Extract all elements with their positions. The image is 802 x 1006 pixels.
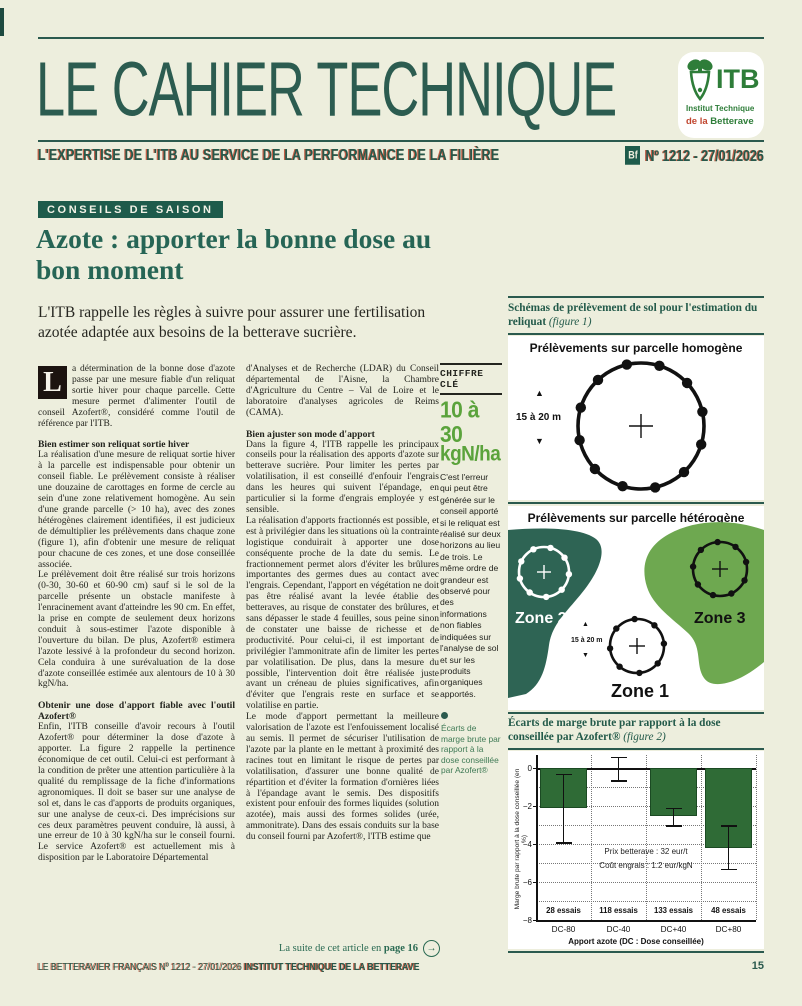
gridline-vertical: [646, 755, 647, 920]
sampling-point: [547, 545, 553, 551]
sampling-point: [622, 359, 632, 369]
error-cap-bottom: [666, 825, 682, 827]
heterogeneous-sampling-diagram: [508, 506, 764, 710]
paragraph-text: a détermination de la bonne dose d'azote passe par une mesure fiable d'un reliquat sortie hiver pour chaque parcelle. Cette mesure permet d'alimenter l'outil de conseil Azofert®, considéré comme l'outil de référence par l'ITB.: [38, 364, 235, 429]
sidebar-rule: [508, 333, 764, 335]
sampling-point: [741, 577, 747, 583]
zone1-label: Zone 1: [611, 681, 670, 701]
paragraph: [38, 364, 235, 429]
sampling-point: [530, 546, 536, 552]
error-cap-top: [556, 774, 572, 776]
arrow-right-icon: →: [423, 940, 440, 957]
x-axis: [536, 920, 756, 922]
y-tick-label: −2: [522, 802, 532, 811]
sampling-point: [561, 555, 567, 561]
error-cap-top: [611, 757, 627, 759]
sampling-point: [690, 563, 696, 569]
continuation-link[interactable]: [246, 940, 440, 957]
continuation-text: [279, 943, 418, 954]
chart-plot-area: [508, 751, 764, 934]
key-figure-value: 10 à 30: [440, 397, 479, 448]
gridline-vertical: [591, 755, 592, 920]
page-edge-mark: [0, 8, 4, 36]
error-cap-top: [666, 808, 682, 810]
gridline-vertical: [756, 755, 757, 920]
sampling-point: [593, 375, 603, 385]
bullet-dot-icon: [441, 712, 448, 719]
logo-line1: Institut Technique: [686, 104, 755, 113]
figure1-ref: (figure 1): [548, 315, 592, 328]
figure1-panel-homogeneous: [508, 336, 764, 500]
y-tick-label: −4: [522, 840, 532, 849]
distance-label: 15 à 20 m: [516, 412, 562, 423]
y-tick: [533, 844, 536, 845]
zone3-label: Zone 3: [694, 610, 746, 627]
error-bar: [618, 757, 620, 781]
chart-y-axis-label: Marge brute par rapport à la dose conseillée (en %): [514, 768, 528, 910]
page-number: 15: [751, 960, 764, 972]
y-axis: [536, 755, 538, 920]
footer-imprint: [38, 961, 420, 973]
logo-acronym: ITB: [716, 64, 760, 94]
body-column-2: [246, 364, 439, 843]
beet-icon: [680, 56, 720, 108]
sampling-point: [518, 558, 524, 564]
sampling-point: [631, 616, 637, 622]
error-cap-bottom: [611, 780, 627, 782]
sampling-point: [517, 575, 523, 581]
figure1-header-text: Schémas de prélèvement de sol pour l'estimation du reliquat: [508, 302, 758, 328]
sampling-point: [543, 594, 549, 600]
y-tick: [533, 920, 536, 921]
distance-label: 15 à 20 m: [571, 637, 603, 644]
sampling-point: [732, 544, 738, 550]
masthead-title: LE CAHIER TECHNIQUE: [36, 47, 617, 133]
paragraph: d'Analyses et de Recherche (LDAR) du Conseil départemental de l'Aisne, la Chambre d'Agriculture du Centre – Val de Loire et le laboratoire d'analyses agricoles de Reims (CAMA).: [246, 364, 439, 418]
paragraph: Le prélèvement doit être réalisé sur trois horizons (0-30, 30-60 et 60-90 cm) sauf si le sol de la parcelle présente un obstacle manifeste à l'enracinement avant d'atteindre les 90 cm. En effet, la prise en compte de seulement deux horizons conduit à sous-estimer l'azote disponible à l'ouverture du bilan. De plus, Azofert® estimera l'azote lessivé à la profondeur du second horizon. Cela conduira à une surévaluation de la dose d'azote conseillée estimée aux alentours de 10 à 30 kgN/ha.: [38, 570, 235, 690]
bf-badge: Bf: [625, 146, 640, 165]
figure2-sidenote: [441, 712, 501, 776]
figure1-panel-heterogeneous: [508, 506, 764, 710]
key-figure-unit: kgN/ha: [440, 443, 501, 467]
chart-annotation: Coût engrais : 1.2 eur/kgN: [599, 861, 693, 870]
arrow-up-icon: ▲: [582, 621, 589, 628]
category-label: DC-80: [551, 925, 576, 934]
sampling-point: [616, 664, 622, 670]
article-standfirst: L'ITB rappelle les règles à suivre pour assurer une fertilisation azotée adaptée aux besoins de la betterave sucrière.: [38, 304, 426, 341]
sampling-point: [607, 645, 613, 651]
sampling-point: [574, 435, 584, 445]
logo-line2: [686, 116, 754, 127]
chart-x-axis-label: Apport azote (DC : Dose conseillée): [568, 937, 704, 946]
body-column-1: [38, 364, 235, 864]
arrow-down-icon: ▼: [535, 436, 544, 446]
y-tick: [533, 882, 536, 883]
sampling-point: [617, 481, 627, 491]
sampling-point: [650, 482, 660, 492]
key-figure-text: C'est l'erreur qui peut être générée sur le conseil apporté si le reliquat est réalisé sur deux horizons au lieu de trois. Le même ordre de grandeur est observé pour des informations non fiables indiquées sur l'analyse de sol et sur les produits organiques apportés.: [440, 472, 501, 699]
figure2-ref: (figure 2): [623, 730, 666, 743]
sampling-point: [654, 361, 664, 371]
subheading: Bien estimer son reliquat sortie hiver: [38, 439, 190, 451]
figure1-header: [508, 302, 764, 329]
sampling-point: [696, 439, 706, 449]
y-tick-label: −6: [522, 878, 532, 887]
sampling-point: [698, 547, 704, 553]
y-tick-label: 0: [527, 764, 532, 773]
key-figure-box: [440, 363, 502, 700]
sampling-point: [590, 464, 600, 474]
sampling-point: [682, 378, 692, 388]
masthead-tagline: L'EXPERTISE DE L'ITB AU SERVICE DE LA PERFORMANCE DE LA FILIÈRE: [38, 146, 500, 164]
issue-number: Nº 1212 - 27/01/2026: [645, 146, 764, 165]
sampling-point: [714, 539, 720, 545]
sampling-point: [527, 589, 533, 595]
error-bar: [563, 774, 565, 842]
sampling-point: [697, 407, 707, 417]
sampling-point: [613, 625, 619, 631]
y-tick-label: −8: [522, 916, 532, 925]
sampling-point: [636, 670, 642, 676]
figure2-sidenote-text: Écarts de marge brute par rapport à la dose conseillée par Azofert®: [441, 723, 501, 775]
article-title: Azote : apporter la bonne dose au bon moment: [36, 223, 432, 285]
gridline-vertical: [701, 755, 702, 920]
trial-count-label: 118 essais: [599, 906, 638, 915]
figure2-header: [508, 717, 764, 744]
subheading: Bien ajuster son mode d'apport: [246, 428, 375, 440]
error-bar: [673, 808, 675, 825]
sampling-point: [651, 622, 657, 628]
continuation-page-ref: page 16: [383, 943, 418, 954]
paragraph: Dans la figure 4, l'ITB rappelle les principaux conseils pour la réalisation des apports d'azote sur betterave sucrière. Pour limiter les pertes par volatilisation, il est conseillé d'enfouir l'engrais dans les heures qui suivent l'épandage, en particulier si la forme d'engrais employée y est sensible.: [246, 439, 439, 515]
masthead-bottom-rule: [38, 140, 764, 142]
category-label: DC-40: [606, 925, 631, 934]
figure2-chart: [508, 751, 764, 949]
figure2-header-text: Écarts de marge brute par rapport à la dose conseillée par Azofert®: [508, 717, 721, 743]
footer-issue-info: LE BETTERAVIER FRANÇAIS Nº 1212 - 27/01/2026: [38, 961, 245, 973]
sampling-point: [695, 581, 701, 587]
sampling-point: [710, 592, 716, 598]
paragraph: Enfin, l'ITB conseille d'avoir recours à l'outil Azofert® pour déterminer la dose d'azote à apporter. La figure 2 rappelle la pertinence économique de cet outil. Celui-ci est performant à la condition de prêter une attention particulière à la qualité du remplissage de la fiche d'informations agronomiques. Il doit se baser sur une analyse de sol et, dans le cas d'apports de produits organiques, sur une analyse de ceux-ci. Des imprécisions sur ces deux paramètres peuvent conduire, là aussi, à une erreur de 10 à 30 kgN/ha sur le conseil fourni. Le service Azofert® est actuellement mis à disposition par le Laboratoire Départemental: [38, 722, 235, 864]
sampling-point: [559, 587, 565, 593]
category-label: DC+80: [715, 925, 742, 934]
trial-count-label: 48 essais: [711, 906, 746, 915]
sampling-point: [655, 660, 661, 666]
paragraph: Le mode d'apport permettant la meilleure valorisation de l'azote est l'enfouissement localisé au semis. Il permet de sécuriser l'utilisation de l'azote par la plante en le mettant à proximité des racines tout en limitant le risque de pertes par volatilisation, d'assurer une bonne qualité de répartition et d'éviter la formation d'ornières liées à l'épandage avant le semis. Des dispositifs existent pour enfouir des formes liquides (solution azotée), mais aussi des formes solides (urée, ammonitrate). Dans des essais conduits sur la base du conseil fourni par Azofert®, l'ITB estime que: [246, 712, 439, 843]
sidebar-rule: [508, 296, 764, 298]
sidebar-rule: [508, 502, 764, 504]
zone2-label: Zone 2: [515, 610, 567, 627]
y-tick: [533, 806, 536, 807]
arrow-down-icon: ▼: [582, 652, 589, 659]
subheading: Obtenir une dose d'apport fiable avec l'outil Azofert®: [38, 700, 235, 723]
panel2-title: Prélèvements sur parcelle hétérogène: [527, 511, 745, 525]
trial-count-label: 133 essais: [653, 906, 694, 915]
divider: [440, 393, 502, 395]
footer-institute: INSTITUT TECHNIQUE DE LA BETTERAVE: [244, 961, 420, 973]
sampling-point: [743, 559, 749, 565]
itb-logo: [678, 52, 764, 138]
error-cap-top: [721, 825, 737, 827]
sampling-point: [728, 590, 734, 596]
paragraph: La réalisation d'apports fractionnés est possible, et est à privilégier dans les situations où la contrainte logistique conduirait à apporter une dose conséquente proche de la date du semis. Le fractionnement permet alors d'éviter les brûlures importantes des germes dues au contact avec l'engrais. Cependant, l'apport en végétation ne doit pas être réalisé avant la levée établie des betteraves, au risque de constater des brûlures, et sans dépasser le stade 4 feuilles, sous peine sinon de constater une baisse de richesse et de productivité. Pour celui-ci, il est important de privilégier l'ammonitrate afin de limiter les pertes par volatilisation. De plus, dans la mesure du possible, l'intervention doit être réalisée juste avant un créneau de pluies significatives, afin d'éviter que l'engrais reste en surface et se volatilise en partie.: [246, 515, 439, 712]
y-tick: [533, 768, 536, 769]
arrow-up-icon: ▲: [535, 388, 544, 398]
sidebar-rule: [508, 712, 764, 714]
sampling-point: [566, 571, 572, 577]
error-cap-bottom: [556, 842, 572, 844]
section-kicker: CONSEILS DE SAISON: [38, 201, 223, 218]
sampling-point: [576, 402, 586, 412]
key-figure-label: CHIFFRE CLÉ: [440, 368, 484, 390]
sampling-point: [661, 640, 667, 646]
logo-line2-red: de la: [686, 116, 711, 127]
trial-count-label: 28 essais: [546, 906, 581, 915]
continuation-pre: La suite de cet article en: [278, 943, 384, 954]
sidebar-rule: [508, 951, 764, 953]
sidebar-rule: [508, 748, 764, 750]
chart-annotation: Prix betterave : 32 eur/t: [604, 847, 688, 856]
issue-info: [625, 146, 764, 165]
panel1-title: Prélèvements sur parcelle homogène: [529, 341, 743, 355]
sampling-point: [679, 467, 689, 477]
masthead-top-rule: [38, 37, 764, 39]
dropcap: L: [38, 366, 67, 399]
paragraph: La réalisation d'une mesure de reliquat sortie hiver à la parcelle est indispensable pour obtenir un conseil fiable. Le prélèvement consiste à réaliser une douzaine de carottages en forme de cercle au sein d'une zone relativement homogène. Au sein d'une grande parcelle (> 10 ha), avec des zones hétérogènes clairement identifiées, il est judicieux de démultiplier les prélèvements dans chaque zone (figure 1), afin d'obtenir une mesure de reliquat pour chacune de ces zones, et une dose conseillée associée.: [38, 450, 235, 570]
category-label: DC+40: [660, 925, 687, 934]
logo-line2-green: Betterave: [710, 116, 754, 127]
